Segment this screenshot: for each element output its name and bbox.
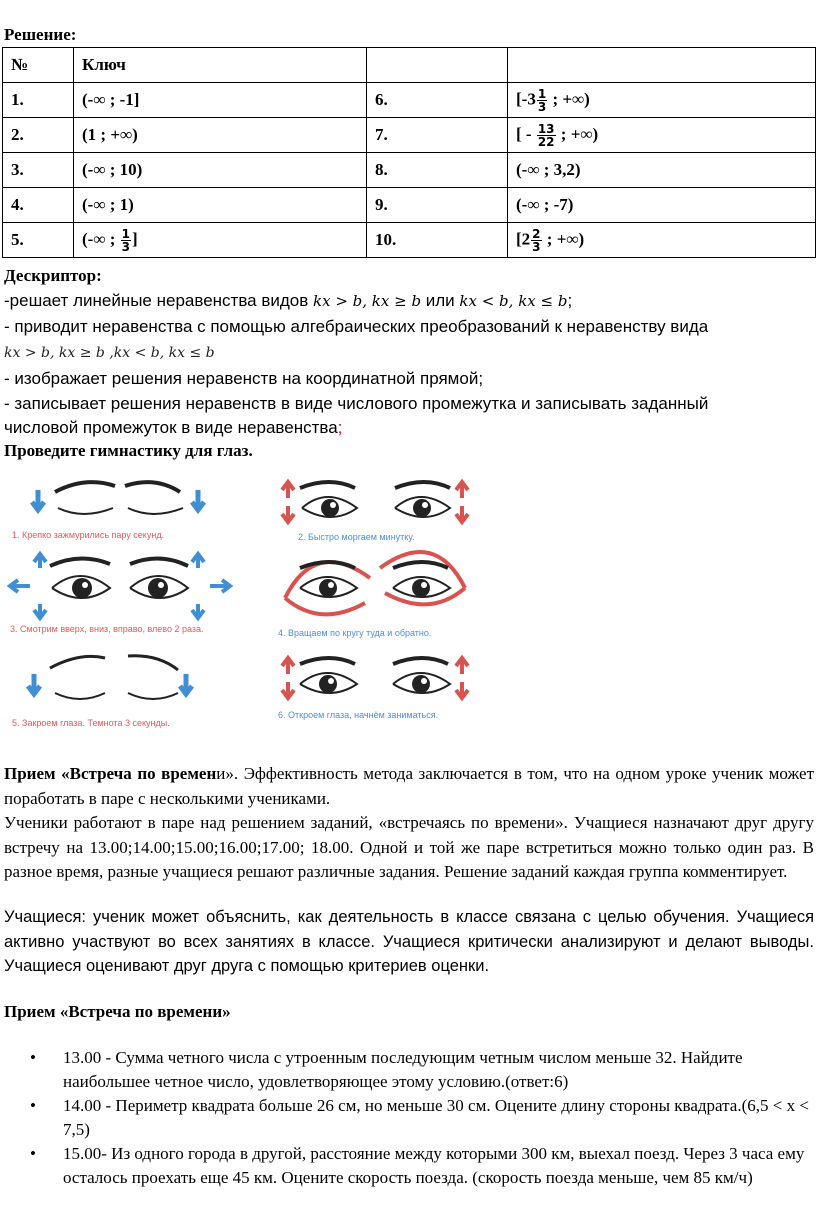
eye-caption-5: 5. Закроем глаза. Темнота 3 секунды. (12, 718, 170, 728)
eye-panel-1 (12, 482, 204, 540)
row-answer: (1 ; +∞) (74, 118, 367, 153)
eye-panel-4 (278, 552, 465, 638)
eye-panel-5 (12, 656, 192, 728)
table-row (3, 153, 816, 188)
eye-panel-3 (10, 554, 230, 634)
header-empty-1 (367, 48, 508, 83)
table-row (3, 118, 816, 153)
row-number: 1. (3, 83, 74, 118)
row-answer: [2 $\frac{2}{3}$ ; +∞) (508, 223, 816, 258)
solution-title: Решение: (4, 25, 77, 44)
method-paragraph-3: Учащиеся: ученик может объяснить, как деятельность в классе связана с целью обучения. Учащиеся активно участвуют во всех занятиях в классе. Учащиеся критически анализируют и делают выводы. Учащиеся оценивают друг друга с помощью критериев оценки. (4, 908, 814, 975)
eye-caption-1: 1. Крепко зажмурились пару секунд. (12, 530, 165, 540)
row-answer: (-∞ ; 3,2) (508, 153, 816, 188)
row-answer: (-∞ ; 10) (74, 153, 367, 188)
eye-caption-6: 6. Откроем глаза, начнём заниматься. (278, 710, 439, 720)
table-row (3, 188, 816, 223)
eye-caption-3: 3. Смотрим вверх, вниз, вправо, влево 2 раза. (10, 624, 204, 634)
descriptor-title: Дескриптор: (4, 266, 102, 285)
descriptor-line-5: - записывает решения неравенств в виде числового промежутка и записывать заданный (4, 394, 709, 413)
eye-panel-6 (278, 658, 468, 720)
descriptor-line-4: - изображает решения неравенств на координатной прямой; (4, 369, 484, 388)
row-number: 6. (367, 83, 508, 118)
descriptor-line-1: -решает линейные неравенства видов kx > b, kx ≥ b или kx < b, kx ≤ b; (4, 291, 573, 310)
row-answer: [-3 $\frac{1}{3}$ ; +∞) (508, 83, 816, 118)
eye-caption-4: 4. Вращаем по кругу туда и обратно. (278, 628, 432, 638)
row-number: 4. (3, 188, 74, 223)
header-number: № (3, 48, 74, 83)
list-item: • 13.00 - Сумма четного числа с утроенным последующим четным числом меньше 32. Найдите наибольшее четное число, удовлетворяющее этому условию.(ответ:6) (30, 1046, 816, 1094)
task-list (30, 1046, 816, 1190)
method-paragraph-2: Ученики работают в паре над решением заданий, «встречаясь по времени». Учащиеся назначают друг другу встречу на 13.00;14.00;15.00;16.00;17.00; 18.00. Одной и той же паре встретиться можно только один раз. В разное время, разные учащиеся решают различные задания. Решение заданий каждая группа комментирует. (4, 813, 814, 881)
table-row (3, 83, 816, 118)
row-answer: [ - $\frac{13}{22}$ ; +∞) (508, 118, 816, 153)
eye-caption-2: 2. Быстро моргаем минутку. (298, 532, 415, 542)
row-number: 2. (3, 118, 74, 153)
gymnastics-title: Проведите гимнастику для глаз. (4, 441, 253, 460)
row-number: 10. (367, 223, 508, 258)
row-answer: (-∞ ; -1] (74, 83, 367, 118)
row-number: 3. (3, 153, 74, 188)
table-row (3, 223, 816, 258)
header-key: Ключ (74, 48, 367, 83)
eye-exercise-illustration (0, 468, 490, 738)
row-number: 8. (367, 153, 508, 188)
descriptor-line-2: - приводит неравенства с помощью алгебраических преобразований к неравенству вида (4, 317, 709, 336)
header-empty-2 (508, 48, 816, 83)
row-answer: (-∞ ; -7) (508, 188, 816, 223)
descriptor-line-3: kx > b, kx ≥ b ,kx < b, kx ≤ b (4, 345, 215, 361)
row-answer: (-∞ ; 1) (74, 188, 367, 223)
eye-panel-2 (282, 482, 468, 542)
method-paragraph-1: Прием «Встреча по времени». Эффективность метода заключается в том, что на одном уроке ученик может поработать в паре с несколькими учениками. (4, 764, 814, 808)
list-item: • 15.00- Из одного города в другой, расстояние между которыми 300 км, выехал поезд. Через 3 часа ему осталось проехать еще 45 км. Оцените скорость поезда. (скорость поезда меньше, чем 85 км/ч) (30, 1142, 816, 1190)
answer-key-table (2, 47, 816, 258)
list-item: • 14.00 - Периметр квадрата больше 26 см, но меньше 30 см. Оцените длину стороны квадрата.(6,5 < x < 7,5) (30, 1094, 816, 1142)
descriptor-line-6: числовой промежуток в виде неравенства; (4, 418, 343, 437)
row-number: 5. (3, 223, 74, 258)
row-number: 7. (367, 118, 508, 153)
row-number: 9. (367, 188, 508, 223)
table-header-row (3, 48, 816, 83)
method-title-2: Прием «Встреча по времени» (4, 1002, 231, 1021)
row-answer: (-∞ ; $\frac{1}{3}$ ] (74, 223, 367, 258)
